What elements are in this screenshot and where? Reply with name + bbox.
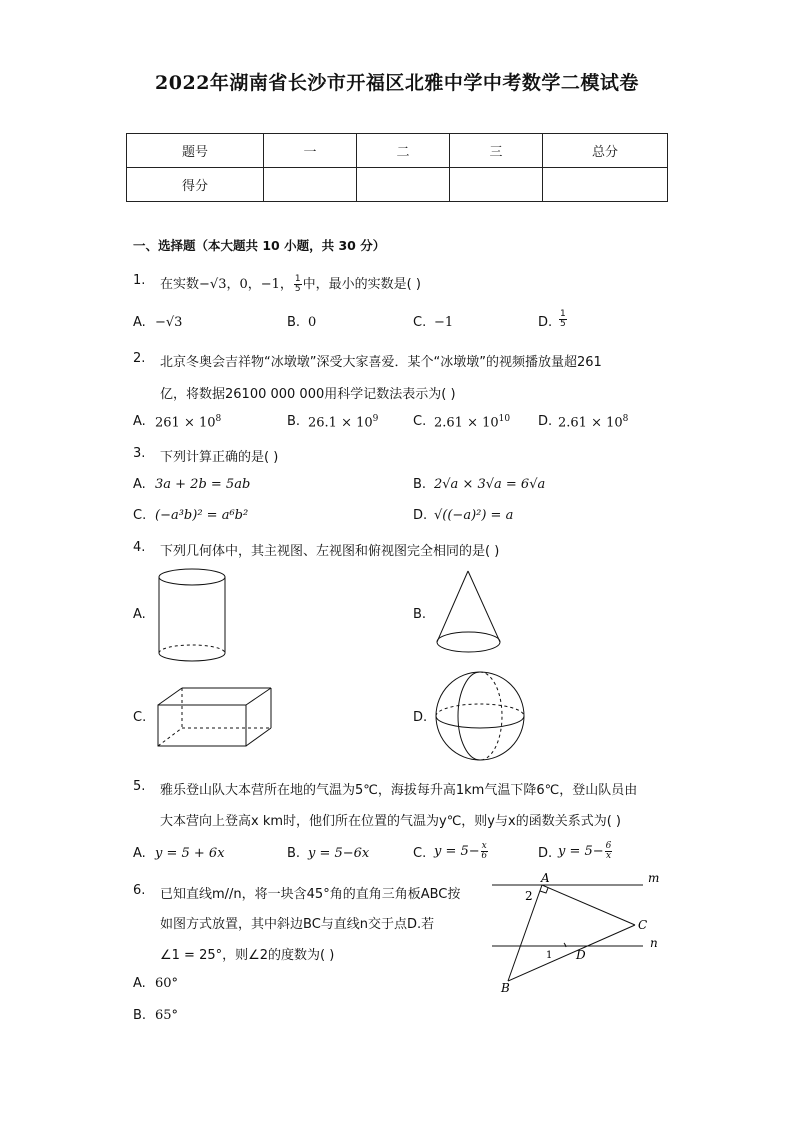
option-label: B. — [413, 477, 427, 492]
triangle-figure — [488, 868, 668, 998]
option-b: 0 — [308, 315, 317, 330]
question-number: 5. — [133, 779, 146, 794]
question-number: 4. — [133, 540, 146, 555]
question-number: 6. — [133, 883, 146, 898]
table-cell — [450, 168, 543, 202]
option-label: C. — [413, 414, 427, 429]
option-label: B. — [133, 1008, 147, 1023]
table-cell — [264, 168, 357, 202]
option-c: y = 5− $\frac{x}{6}$ — [434, 841, 488, 861]
label-d: D — [576, 948, 586, 962]
option-label: A. — [133, 315, 146, 330]
table-cell: 二 — [357, 134, 450, 168]
question-stem: 在实数−√3，0，−1， $\frac{1}{5}$ 中，最小的实数是( ) — [160, 274, 421, 294]
cylinder-figure — [150, 565, 240, 665]
option-label: A. — [133, 607, 146, 622]
question-number: 2. — [133, 351, 146, 366]
option-label: C. — [133, 508, 147, 523]
question-stem: 亿，将数据26100 000 000用科学记数法表示为( ) — [160, 387, 456, 402]
side-bc — [508, 925, 635, 981]
cone-figure — [430, 568, 510, 660]
table-cell: 三 — [450, 134, 543, 168]
label-n: n — [650, 936, 658, 950]
question-stem: 雅乐登山队大本营所在地的气温为5℃，海拔每升高1km气温下降6℃，登山队员由 — [160, 783, 638, 798]
option-label: B. — [413, 607, 427, 622]
question-stem: 下列计算正确的是( ) — [160, 450, 279, 465]
option-label: A. — [133, 846, 146, 861]
question-stem: 如图方式放置，其中斜边BC与直线n交于点D.若 — [160, 917, 435, 932]
table-cell: 得分 — [127, 168, 264, 202]
table-row — [127, 168, 668, 202]
option-d: $\frac{1}{5}$ — [560, 309, 566, 329]
score-table — [126, 133, 668, 202]
option-label: D. — [413, 710, 428, 725]
option-label: D. — [538, 315, 553, 330]
option-a: y = 5 + 6x — [155, 846, 225, 861]
label-c: C — [638, 918, 648, 932]
option-label: B. — [287, 414, 301, 429]
option-label: A. — [133, 976, 146, 991]
option-b: 2√a × 3√a = 6√a — [434, 477, 546, 492]
option-label: A. — [133, 414, 146, 429]
side-ac — [542, 885, 635, 925]
option-d: √((−a)²) = a — [434, 508, 514, 523]
label-angle-1: 1 — [546, 950, 553, 961]
option-label: C. — [413, 846, 427, 861]
label-angle-2: 2 — [525, 889, 533, 903]
option-label: A. — [133, 477, 146, 492]
fraction: $\frac{1}{5}$ — [294, 274, 301, 294]
section-heading: 一、选择题（本大题共 10 小题，共 30 分） — [133, 238, 386, 253]
option-c: −1 — [434, 315, 454, 330]
option-a: −√3 — [155, 315, 183, 330]
option-b: $26.1 \times 10^9$ — [308, 414, 379, 431]
table-cell: 题号 — [127, 134, 264, 168]
table-row — [127, 134, 668, 168]
question-number: 3. — [133, 446, 146, 461]
option-label: B. — [287, 315, 301, 330]
table-cell — [543, 168, 668, 202]
option-a: $261 \times 10^8$ — [155, 414, 222, 431]
question-stem: 已知直线m//n，将一块含45°角的直角三角板ABC按 — [160, 887, 461, 902]
question-stem: 北京冬奥会吉祥物“冰墩墩”深受大家喜爱．某个“冰墩墩”的视频播放量超261 — [160, 355, 602, 370]
option-c: $2.61 \times 10^{10}$ — [434, 414, 511, 431]
table-cell: 总分 — [543, 134, 668, 168]
cuboid-figure — [150, 683, 280, 753]
question-number: 1. — [133, 273, 146, 288]
option-label: B. — [287, 846, 301, 861]
option-b: 65° — [155, 1008, 179, 1023]
option-d: $2.61 \times 10^8$ — [558, 414, 629, 431]
option-d: y = 5− $\frac{6}{x}$ — [558, 841, 612, 861]
option-label: D. — [413, 508, 428, 523]
option-label: C. — [413, 315, 427, 330]
option-label: D. — [538, 846, 553, 861]
option-label: C. — [133, 710, 147, 725]
label-a: A — [541, 871, 550, 885]
option-a: 60° — [155, 976, 179, 991]
table-cell — [357, 168, 450, 202]
label-m: m — [648, 871, 660, 885]
page-title: 2022年湖南省长沙市开福区北雅中学中考数学二模试卷 — [155, 72, 639, 94]
sphere-figure — [432, 668, 532, 768]
question-stem: ∠1 = 25°，则∠2的度数为( ) — [160, 948, 335, 963]
option-a: 3a + 2b = 5ab — [155, 477, 251, 492]
option-label: D. — [538, 414, 553, 429]
option-c: (−a³b)² = a⁶b² — [155, 508, 249, 523]
question-stem: 大本营向上登高x km时，他们所在位置的气温为y℃，则y与x的函数关系式为( ) — [160, 814, 621, 829]
question-stem: 下列几何体中，其主视图、左视图和俯视图完全相同的是( ) — [160, 544, 500, 559]
table-cell: 一 — [264, 134, 357, 168]
option-b: y = 5−6x — [308, 846, 370, 861]
label-b: B — [501, 981, 510, 995]
